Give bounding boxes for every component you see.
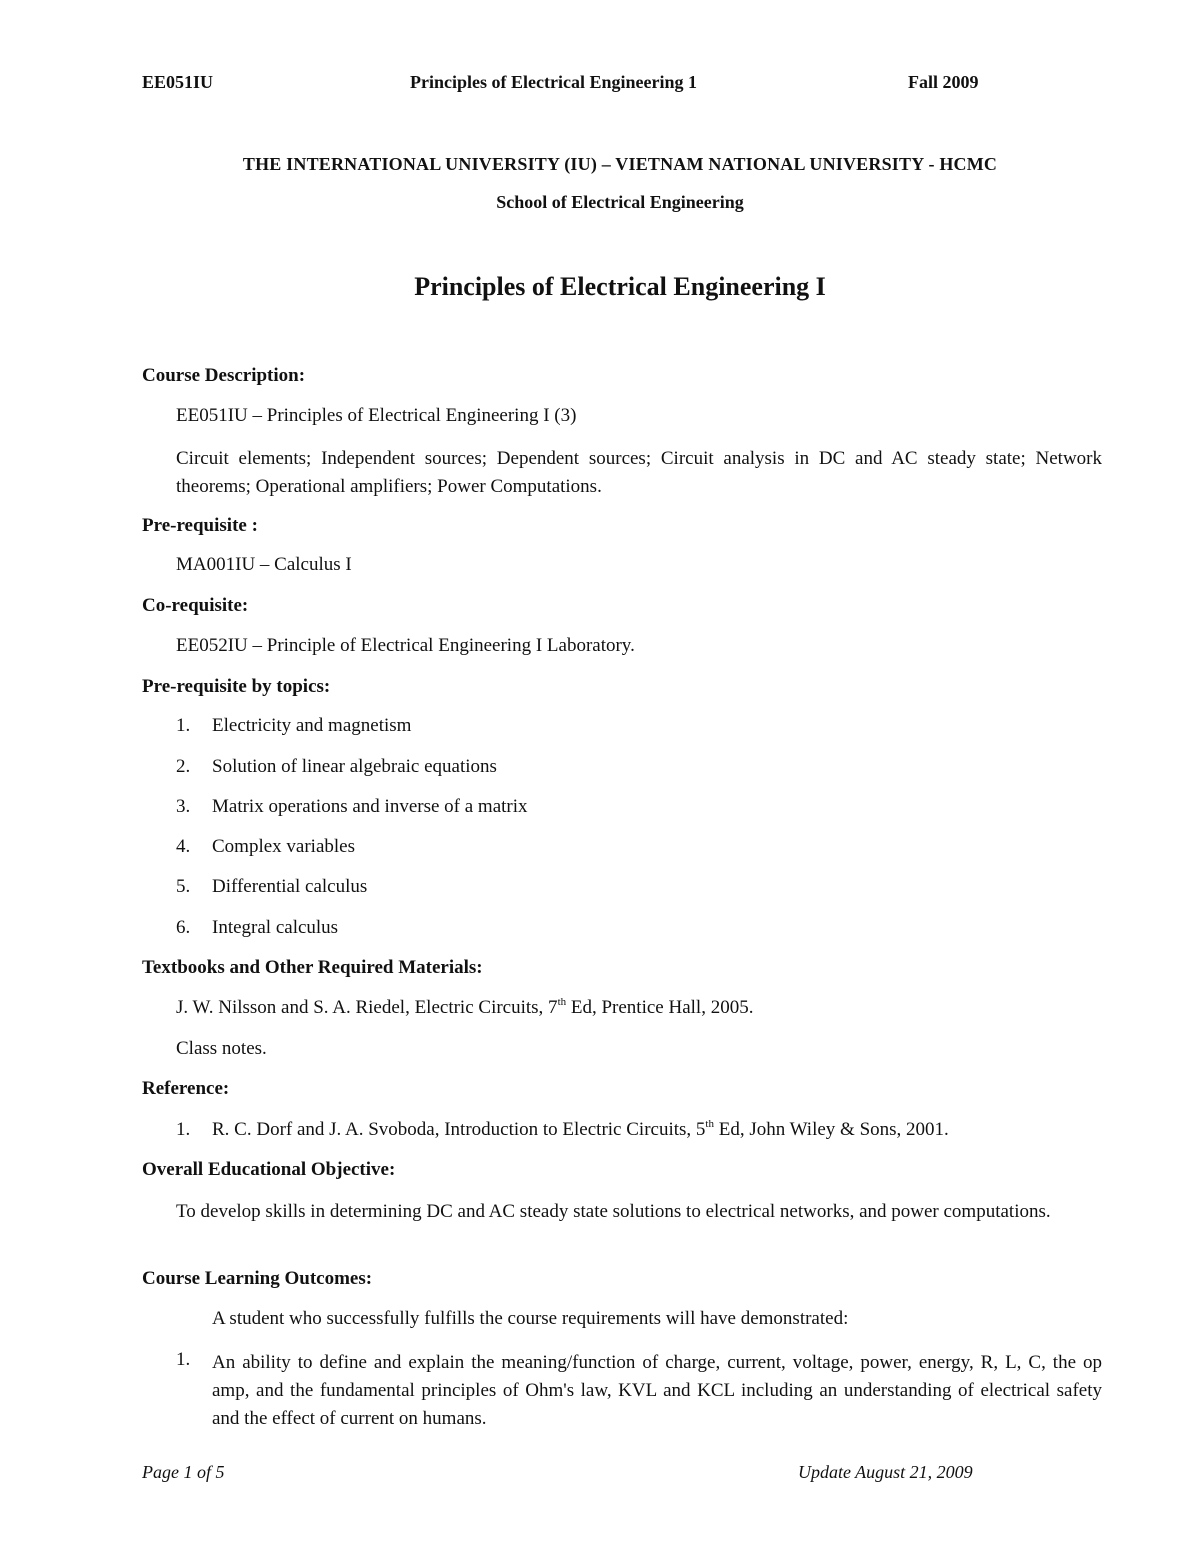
corequisite-heading: Co-requisite: — [142, 595, 249, 616]
list-item: Solution of linear algebraic equations — [212, 756, 497, 777]
reference-citation — [212, 1119, 949, 1141]
prerequisite-text: MA001IU – Calculus I — [176, 554, 352, 575]
list-item-number: 5. — [176, 876, 191, 897]
reference-heading: Reference: — [142, 1078, 230, 1099]
footer-page-number: Page 1 of 5 — [142, 1462, 225, 1482]
institution-name: THE INTERNATIONAL UNIVERSITY (IU) – VIETNAM NATIONAL UNIVERSITY - HCMC — [242, 154, 998, 174]
list-item: Complex variables — [212, 836, 355, 857]
reference-citation-main: R. C. Dorf and J. A. Svoboda, Introduction to Electric Circuits, 5 — [212, 1119, 706, 1140]
outcomes-intro: A student who successfully fulfills the course requirements will have demonstrated: — [212, 1308, 849, 1329]
header-term: Fall 2009 — [908, 72, 979, 92]
outcomes-heading: Course Learning Outcomes: — [142, 1268, 373, 1289]
school-name: School of Electrical Engineering — [496, 192, 744, 212]
reference-edition-suffix: th — [705, 1118, 714, 1130]
list-item-number: 1. — [176, 715, 191, 736]
textbook-citation-main: J. W. Nilsson and S. A. Riedel, Electric Circuits, 7 — [176, 997, 558, 1018]
list-item: Integral calculus — [212, 917, 339, 938]
list-item-number: 1. — [176, 1349, 191, 1370]
class-notes: Class notes. — [176, 1038, 267, 1059]
list-item-number: 1. — [176, 1119, 191, 1140]
list-item-number: 3. — [176, 796, 191, 817]
objective-text: To develop skills in determining DC and AC steady state solutions to electrical networks, and power computations. — [176, 1201, 1051, 1222]
prereq-topics-heading: Pre-requisite by topics: — [142, 676, 331, 697]
header-course-code: EE051IU — [142, 72, 214, 92]
list-item-number: 2. — [176, 756, 191, 777]
course-code-line: EE051IU – Principles of Electrical Engineering I (3) — [176, 405, 577, 426]
textbook-citation-end: Ed, Prentice Hall, 2005. — [566, 997, 754, 1018]
textbook-citation — [176, 997, 753, 1019]
corequisite-text: EE052IU – Principle of Electrical Engineering I Laboratory. — [176, 635, 635, 656]
list-item-number: 6. — [176, 917, 191, 938]
prerequisite-heading: Pre-requisite : — [142, 515, 258, 536]
list-item: Matrix operations and inverse of a matrix — [212, 796, 528, 817]
textbook-edition-suffix: th — [557, 996, 567, 1008]
list-item: Electricity and magnetism — [212, 715, 412, 736]
header-course-title: Principles of Electrical Engineering 1 — [410, 72, 697, 92]
course-description-heading: Course Description: — [142, 365, 306, 386]
footer-update-date: Update August 21, 2009 — [798, 1462, 973, 1482]
outcome-item: An ability to define and explain the meaning/function of charge, current, voltage, power, energy, R, L, C, the op amp, and the fundamental principles of Ohm's law, KVL and KCL including an understanding of electrical safety and the effect of current on humans. — [212, 1352, 1102, 1429]
list-item-number: 4. — [176, 836, 191, 857]
reference-citation-end: Ed, John Wiley & Sons, 2001. — [713, 1119, 949, 1140]
objective-heading: Overall Educational Objective: — [142, 1159, 396, 1180]
page-title: Principles of Electrical Engineering I — [414, 272, 826, 301]
list-item: Differential calculus — [212, 876, 368, 897]
course-description-text: Circuit elements; Independent sources; Dependent sources; Circuit analysis in DC and AC steady state; Network theorems; Operational amplifiers; Power Computations. — [176, 448, 1102, 497]
textbooks-heading: Textbooks and Other Required Materials: — [142, 957, 483, 978]
